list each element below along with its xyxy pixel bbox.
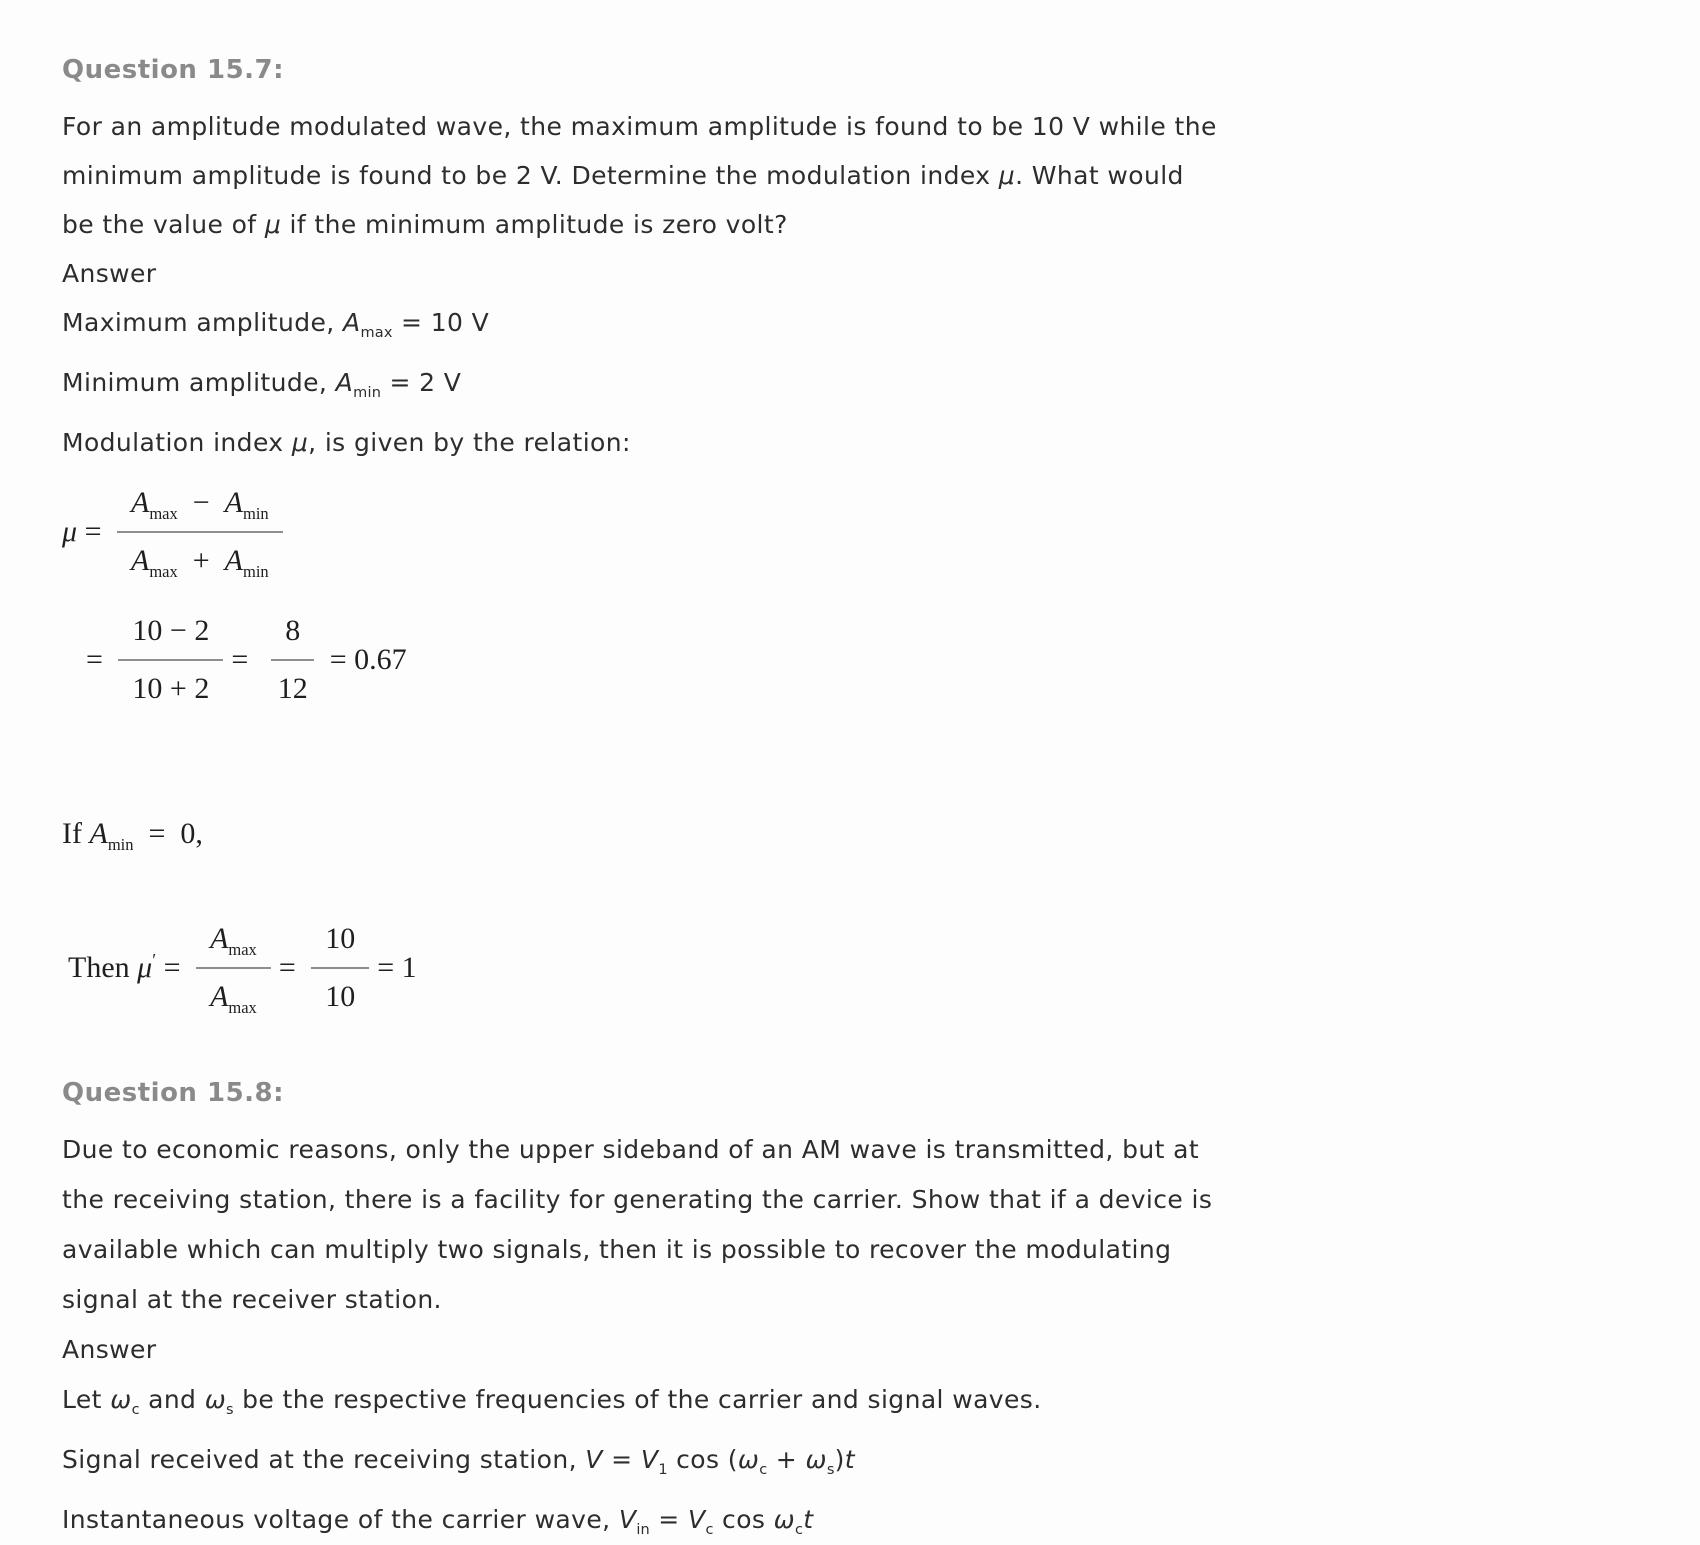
text-run: t (844, 1445, 855, 1474)
formula-line (62, 917, 1640, 1019)
text-run: min (242, 504, 269, 523)
text-run: = (86, 643, 111, 676)
text-line (62, 1275, 1640, 1325)
text-line (62, 1375, 1640, 1435)
document-body (62, 54, 1640, 1545)
fraction (311, 917, 369, 1019)
text-run: 10 (325, 922, 356, 955)
text-line (62, 1495, 1640, 1545)
text-run: Answer (62, 259, 157, 288)
text-line (62, 200, 1640, 249)
text-run: Due to economic reasons, only the upper sideband of an AM wave is transmitted, but at (62, 1135, 1200, 1164)
text-run: s (226, 1402, 234, 1418)
text-run: min (107, 835, 134, 854)
text-run: = (278, 951, 304, 984)
text-line (62, 1435, 1640, 1495)
math-run-group (62, 510, 109, 554)
text-line (62, 418, 1640, 467)
text-run: μ (137, 951, 153, 984)
text-run: A (224, 544, 243, 577)
text-run: + (177, 544, 225, 577)
text-run: c (795, 1522, 804, 1538)
text-run: minimum amplitude is found to be 2 V. Determine the modulation index (62, 161, 999, 190)
text-run: max (360, 325, 393, 341)
text-run: μ (291, 428, 309, 457)
text-run: max (149, 504, 178, 523)
fraction-denominator (117, 533, 283, 583)
text-run: = 2 V (381, 368, 462, 397)
text-run: V (585, 1445, 603, 1474)
text-run: Signal received at the receiving station, (62, 1445, 586, 1474)
text-run: A (89, 817, 108, 850)
text-line (62, 151, 1640, 200)
fraction-denominator (196, 969, 271, 1019)
text-run: ′ (152, 950, 157, 970)
fraction-numerator (196, 917, 271, 969)
text-run: max (149, 562, 178, 581)
text-run: available which can multiply two signals, then it is possible to recover the modulating (62, 1235, 1172, 1264)
text-run: ) (834, 1445, 845, 1474)
text-run: in (636, 1522, 650, 1538)
math-run-group (279, 946, 303, 990)
text-run: Maximum amplitude, (62, 308, 343, 337)
text-run: Modulation index (62, 428, 292, 457)
text-line (62, 102, 1640, 151)
text-line (62, 1175, 1640, 1225)
text-run: A (210, 922, 229, 955)
text-run: Then (68, 951, 138, 984)
fraction-denominator (118, 661, 223, 711)
text-run: V (688, 1505, 706, 1534)
text-run: Instantaneous voltage of the carrier wave, (62, 1505, 619, 1534)
text-run: A (130, 486, 150, 519)
text-run: V (640, 1445, 659, 1474)
question-heading (62, 54, 1640, 86)
text-run: = (156, 951, 189, 984)
text-run: s (826, 1462, 835, 1478)
text-run: t (803, 1505, 814, 1534)
fraction-denominator (311, 969, 369, 1019)
fraction-numerator (271, 609, 314, 661)
fraction-numerator (117, 481, 283, 533)
text-line (62, 1125, 1640, 1175)
text-run: be the respective frequencies of the carrier and signal waves. (233, 1385, 1042, 1414)
math-run-group (68, 946, 188, 990)
text-run: Question 15.7: (62, 55, 285, 85)
text-line (62, 249, 1640, 298)
text-run: 12 (277, 672, 308, 705)
text-run: if the minimum amplitude is zero volt? (281, 210, 788, 239)
text-run: 10 (325, 980, 356, 1013)
text-run: signal at the receiver station. (62, 1285, 442, 1314)
text-run: For an amplitude modulated wave, the maximum amplitude is found to be 10 V while the (62, 112, 1217, 141)
text-line (62, 358, 1640, 418)
text-line (62, 1325, 1640, 1375)
formula-line (62, 481, 1640, 583)
text-run: 10 − 2 (132, 614, 210, 647)
formula-line (62, 609, 1640, 711)
math-run-group (86, 638, 110, 682)
text-run: Question 15.8: (62, 1078, 285, 1108)
text-run: and (139, 1385, 205, 1414)
fraction (196, 917, 271, 1019)
text-run: Minimum amplitude, (62, 368, 336, 397)
math-run-group (62, 807, 203, 861)
text-run: μ (62, 515, 78, 548)
text-run: min (242, 562, 269, 581)
text-run: 10 + 2 (132, 672, 210, 705)
text-run: If (62, 817, 90, 850)
text-run: be the value of (62, 210, 265, 239)
text-run: max (228, 940, 257, 959)
fraction-denominator (264, 661, 322, 711)
text-run: = (77, 515, 109, 548)
text-run: A (210, 980, 229, 1013)
text-run: = (649, 1505, 688, 1534)
text-run: min (353, 385, 382, 401)
fraction (264, 609, 322, 711)
text-run: the receiving station, there is a facility for generating the carrier. Show that if a device is (62, 1185, 1213, 1214)
text-run: ω (110, 1385, 132, 1414)
math-run-group (231, 638, 255, 682)
text-run: = 0, (133, 817, 203, 850)
text-run: 1 (658, 1462, 668, 1478)
math-run-group (330, 638, 407, 682)
text-run: . What would (1015, 161, 1184, 190)
text-run: c (759, 1462, 768, 1478)
fraction-numerator (311, 917, 369, 969)
text-run: cos ( (667, 1445, 738, 1474)
text-run: cos (713, 1505, 774, 1534)
text-run: Let (62, 1385, 111, 1414)
math-run-group (377, 946, 416, 990)
text-run: − (177, 486, 225, 519)
text-run: = (602, 1445, 641, 1474)
text-run: = (231, 643, 256, 676)
text-run: A (130, 544, 150, 577)
text-run: ω (773, 1505, 796, 1534)
text-run: ω (204, 1385, 227, 1414)
text-run: = 0.67 (329, 643, 407, 676)
text-run: ω (805, 1445, 827, 1474)
text-run: c (705, 1522, 714, 1538)
text-run: max (228, 998, 257, 1017)
text-run: = 1 (377, 951, 417, 984)
text-run: + (767, 1445, 806, 1474)
text-run: c (131, 1402, 140, 1418)
text-run: μ (264, 210, 282, 239)
text-run: A (224, 486, 243, 519)
text-run: 8 (285, 614, 301, 647)
text-run: ω (737, 1445, 760, 1474)
fraction (118, 609, 223, 711)
text-run: A (342, 308, 361, 337)
fraction (117, 481, 283, 583)
text-run: = 10 V (392, 308, 490, 337)
text-run: , is given by the relation: (308, 428, 631, 457)
question-heading (62, 1077, 1640, 1109)
text-run: A (335, 368, 354, 397)
text-run: μ (998, 161, 1016, 190)
formula-line (62, 807, 1640, 861)
text-line (62, 298, 1640, 358)
text-run: Answer (62, 1335, 157, 1364)
fraction-numerator (118, 609, 223, 661)
text-line (62, 1225, 1640, 1275)
text-run: V (618, 1505, 637, 1534)
